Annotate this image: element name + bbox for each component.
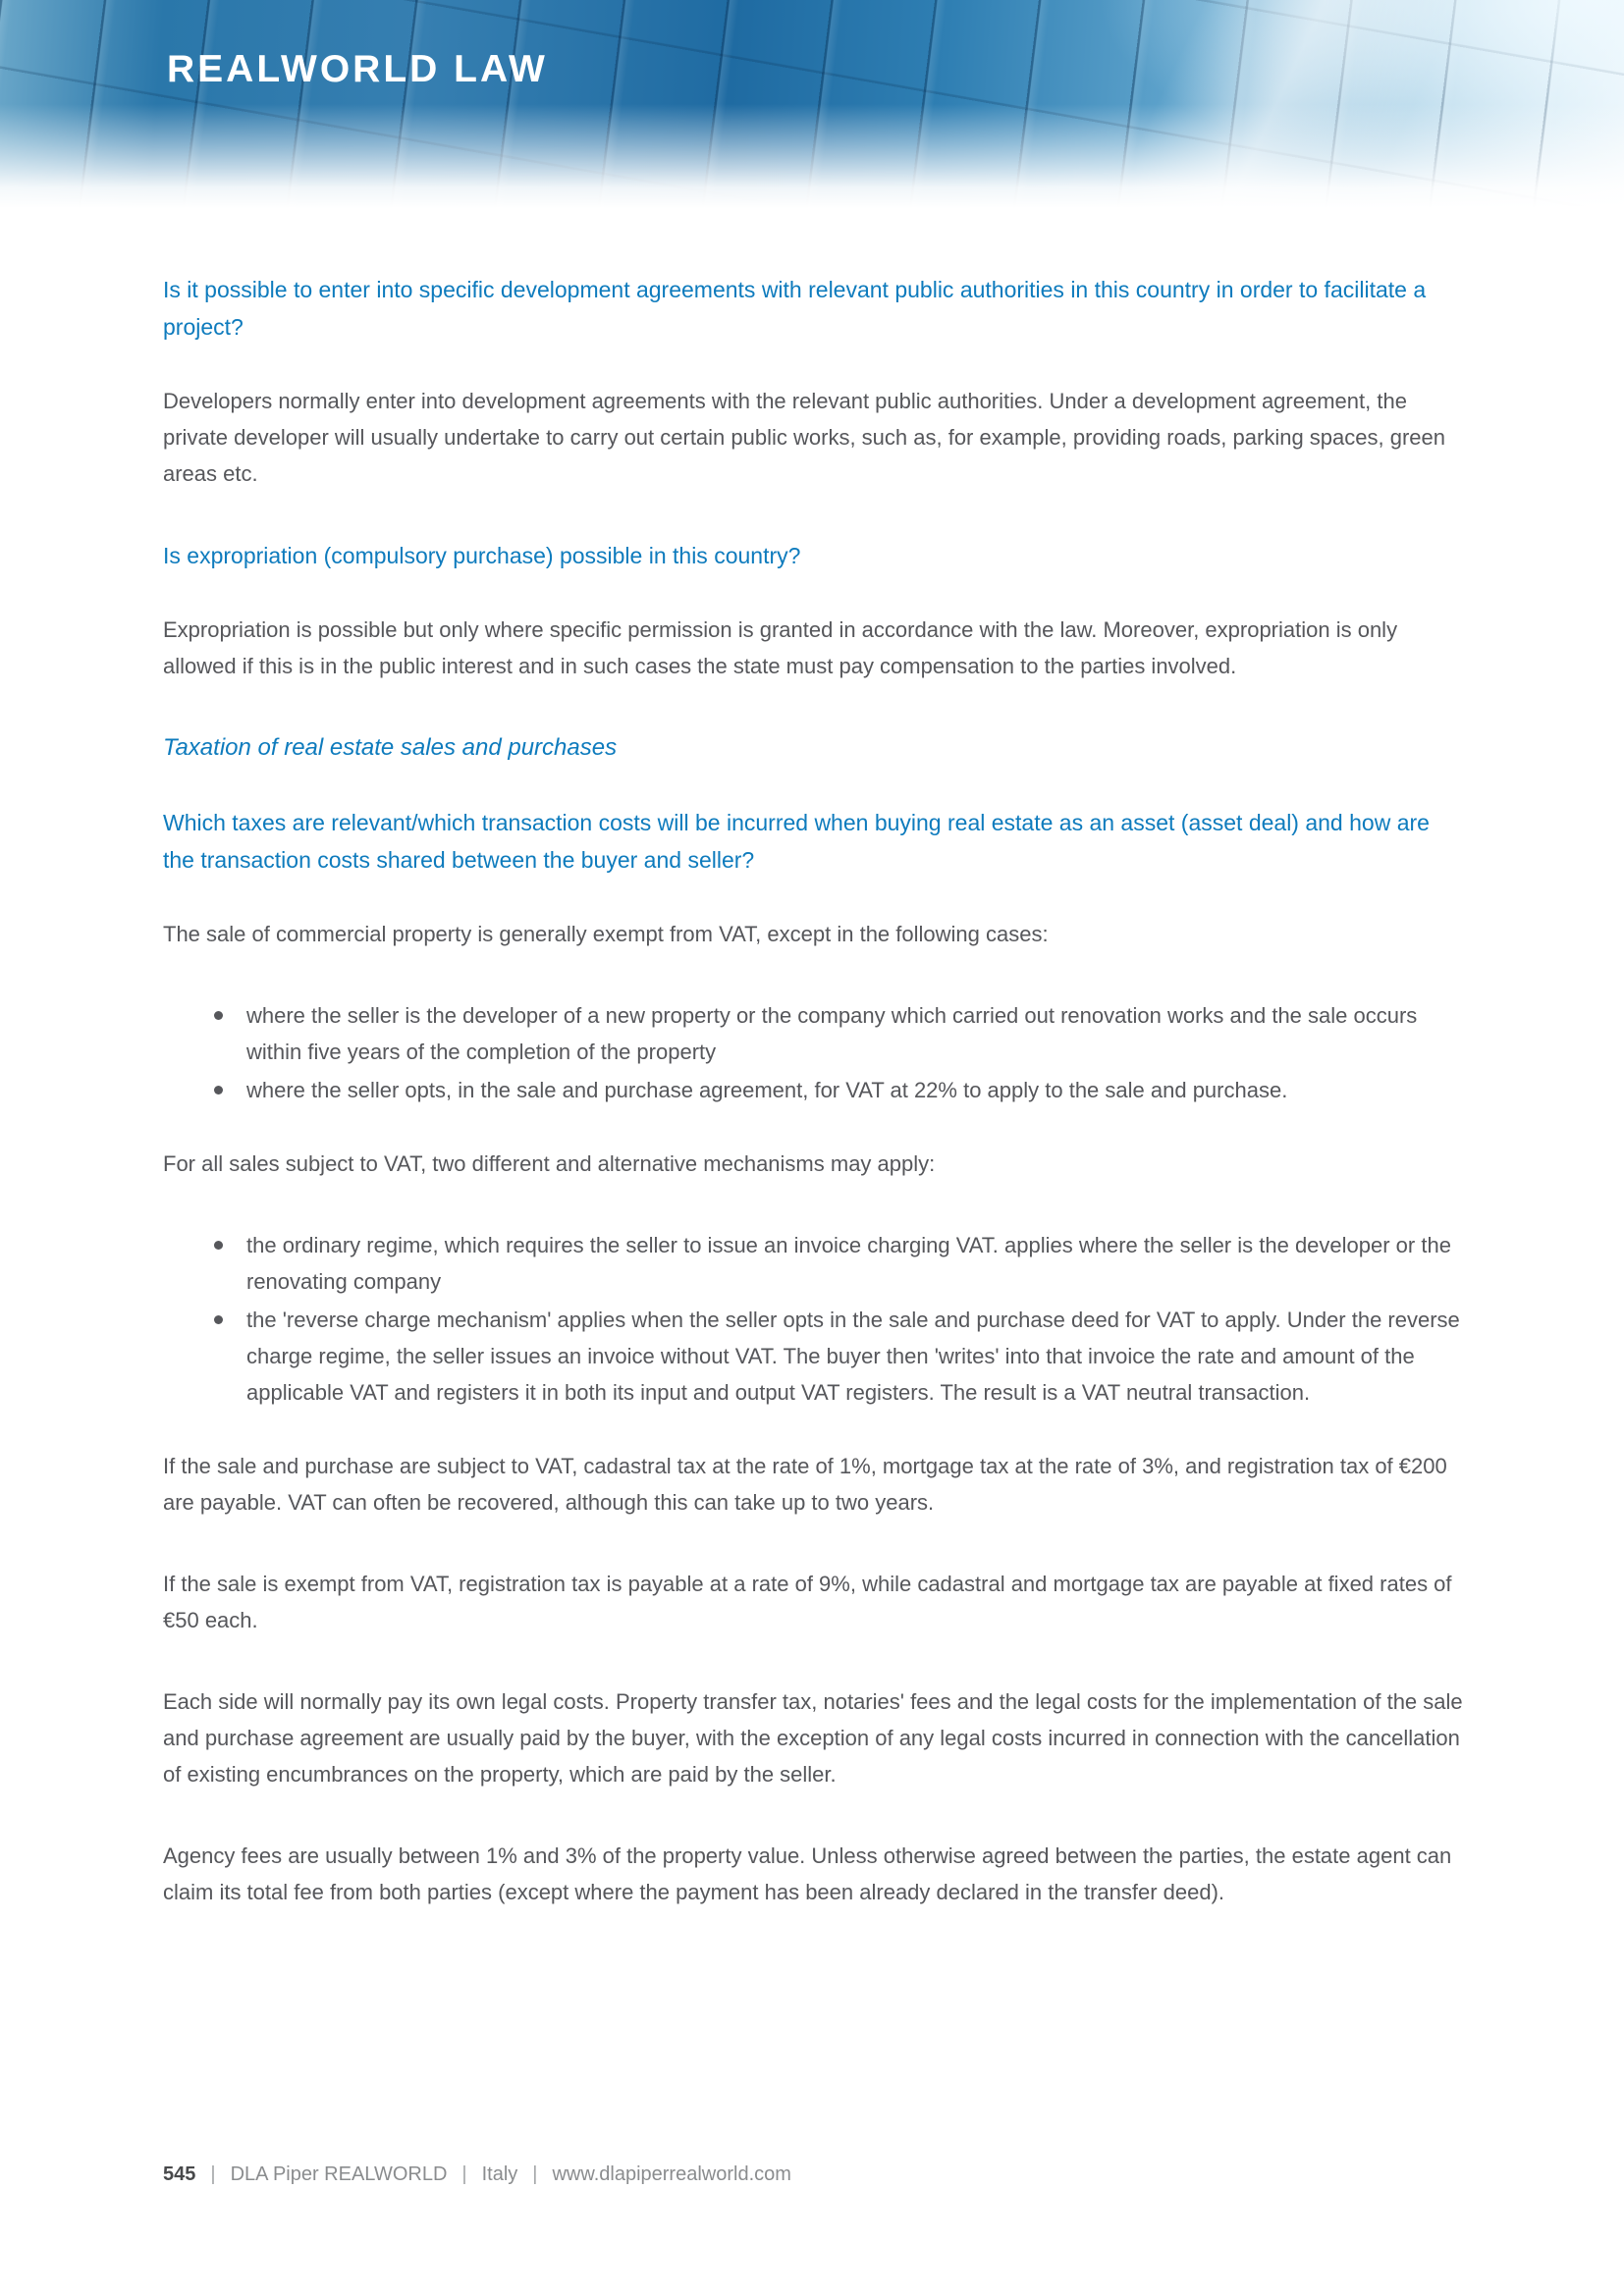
bullet-list-vat-mechanisms <box>163 1227 1463 1411</box>
paragraph-vat-mechanisms-intro: For all sales subject to VAT, two different and alternative mechanisms may apply: <box>163 1151 936 1176</box>
paragraph-expropriation: Expropriation is possible but only where specific permission is granted in accordance with the law. Moreover, expropriation is only allowed if this is in the public interest and in such cases the state must pay compensation to the parties involved. <box>163 617 1398 678</box>
list-item-text: where the seller opts, in the sale and purchase agreement, for VAT at 22% to apply to the sale and purchase. <box>246 1078 1288 1102</box>
footer-brand: DLA Piper REALWORLD <box>230 2163 448 2185</box>
list-item-text: where the seller is the developer of a new property or the company which carried out renovation works and the sale occurs within five years of the completion of the property <box>246 1003 1418 1064</box>
page-content <box>163 271 1463 1955</box>
page-header <box>0 0 1624 208</box>
paragraph-vat-exempt-intro: The sale of commercial property is generally exempt from VAT, except in the following cases: <box>163 922 1049 946</box>
question-heading-development-agreements: Is it possible to enter into specific development agreements with relevant public authorities in this country in order to facilitate a project? <box>163 277 1427 340</box>
paragraph-taxes-exempt-from-vat: If the sale is exempt from VAT, registration tax is payable at a rate of 9%, while cadastral and mortgage tax are payable at fixed rates of €50 each. <box>163 1572 1452 1632</box>
footer-separator: | <box>461 2163 467 2185</box>
paragraph-agency-fees: Agency fees are usually between 1% and 3% of the property value. Unless otherwise agreed between the parties, the estate agent can claim its total fee from both parties (except where the payment has been already declared in the transfer deed). <box>163 1843 1452 1904</box>
list-item <box>214 1302 1463 1411</box>
paragraph-legal-costs: Each side will normally pay its own legal costs. Property transfer tax, notaries' fees and the legal costs for the implementation of the sale and purchase agreement are usually paid by the buyer, with the exception of any legal costs incurred in connection with the cancellation of existing encumbrances on the property, which are paid by the seller. <box>163 1689 1463 1787</box>
question-heading-taxes: Which taxes are relevant/which transaction costs will be incurred when buying real estate as an asset (asset deal) and how are the transaction costs shared between the buyer and seller? <box>163 810 1430 873</box>
page-number: 545 <box>163 2163 196 2185</box>
list-item <box>214 1072 1463 1108</box>
question-heading-expropriation: Is expropriation (compulsory purchase) possible in this country? <box>163 543 801 568</box>
paragraph-taxes-subject-to-vat: If the sale and purchase are subject to VAT, cadastral tax at the rate of 1%, mortgage tax at the rate of 3%, and registration tax of €200 are payable. VAT can often be recovered, although this can take up to two years. <box>163 1454 1447 1515</box>
footer-url: www.dlapiperrealworld.com <box>552 2163 791 2185</box>
bullet-icon <box>214 1241 223 1250</box>
bullet-icon <box>214 1086 223 1095</box>
brand-title: REALWORLD LAW <box>167 48 548 90</box>
section-subtitle-taxation: Taxation of real estate sales and purchases <box>163 734 618 761</box>
list-item-text: the 'reverse charge mechanism' applies when the seller opts in the sale and purchase deed for VAT to apply. Under the reverse charge regime, the seller issues an invoice without VAT. The buyer then 'writes' into that invoice the rate and amount of the applicable VAT and registers it in both its input and output VAT registers. The result is a VAT neutral transaction. <box>246 1308 1460 1405</box>
bullet-icon <box>214 1011 223 1020</box>
paragraph-development-agreements: Developers normally enter into development agreements with the relevant public authorities. Under a development agreement, the private developer will usually undertake to carry out certain public works, such as, for example, providing roads, parking spaces, green areas etc. <box>163 389 1445 486</box>
footer-separator: | <box>532 2163 538 2185</box>
list-item <box>214 997 1463 1070</box>
bullet-icon <box>214 1315 223 1324</box>
bullet-list-vat-exceptions <box>163 997 1463 1108</box>
footer-country: Italy <box>481 2163 518 2185</box>
list-item-text: the ordinary regime, which requires the seller to issue an invoice charging VAT. applies where the seller is the developer or the renovating company <box>246 1233 1451 1294</box>
page-footer <box>163 2163 791 2186</box>
footer-separator: | <box>210 2163 216 2185</box>
list-item <box>214 1227 1463 1300</box>
